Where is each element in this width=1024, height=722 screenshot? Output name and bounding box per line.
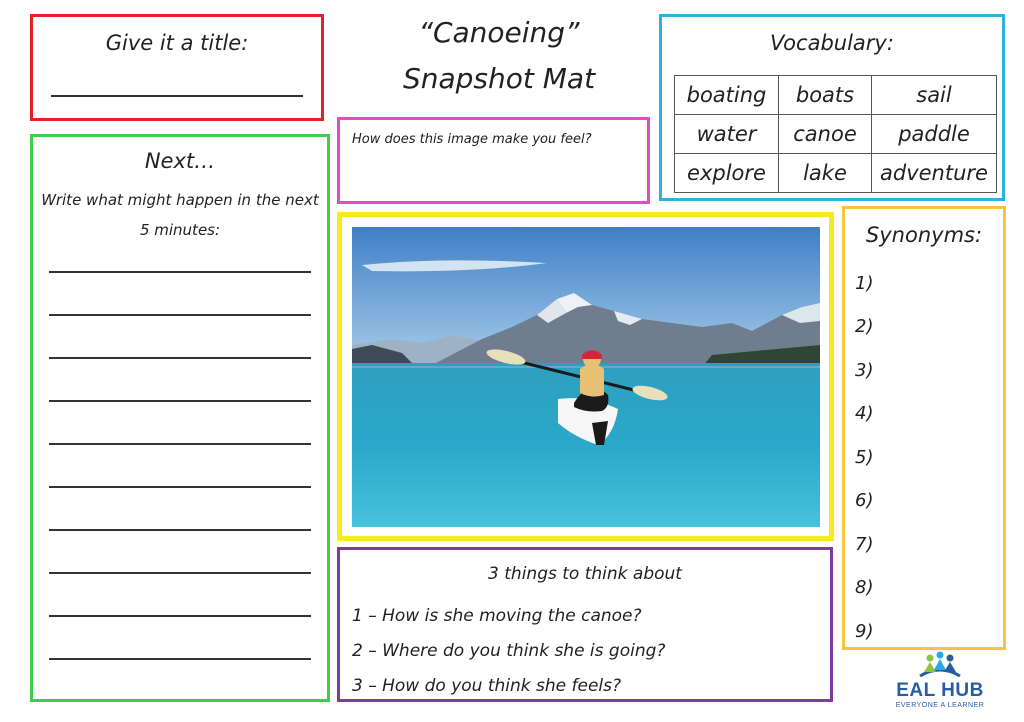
synonym-item-5[interactable]: 5)	[855, 447, 874, 468]
write-line[interactable]	[49, 529, 311, 531]
synonym-item-1[interactable]: 1)	[855, 273, 874, 294]
vocab-word: lake	[779, 154, 872, 193]
vocabulary-label: Vocabulary:	[770, 31, 894, 55]
write-line[interactable]	[49, 572, 311, 574]
vocabulary-box	[659, 14, 1005, 201]
synonym-item-9[interactable]: 9)	[855, 621, 874, 642]
write-line[interactable]	[49, 658, 311, 660]
table-row	[675, 76, 997, 115]
write-line[interactable]	[49, 314, 311, 316]
logo-people-icon	[880, 650, 1000, 680]
synonym-item-4[interactable]: 4)	[855, 403, 874, 424]
next-box	[30, 134, 330, 702]
logo-tagline: EVERYONE A LEARNER	[895, 702, 985, 709]
title-box	[30, 14, 324, 121]
feel-label: How does this image make you feel?	[352, 132, 592, 147]
write-line[interactable]	[49, 400, 311, 402]
next-label: Next…	[144, 149, 216, 173]
write-line[interactable]	[49, 357, 311, 359]
table-row	[675, 115, 997, 154]
write-line[interactable]	[49, 443, 311, 445]
synonym-item-2[interactable]: 2)	[855, 316, 874, 337]
page-heading	[340, 10, 658, 102]
vocab-word: explore	[675, 154, 779, 193]
next-instruction: Write what might happen in the next 5 minutes:	[41, 191, 319, 239]
synonym-item-6[interactable]: 6)	[855, 490, 874, 511]
logo-name: EAL HUB	[896, 680, 984, 701]
synonym-item-3[interactable]: 3)	[855, 360, 874, 381]
synonyms-label: Synonyms:	[865, 223, 983, 247]
vocab-word: sail	[872, 76, 997, 115]
think-label: 3 things to think about	[488, 564, 682, 584]
question-3: 3 – How do you think she feels?	[352, 676, 622, 696]
heading-line-2: Snapshot Mat	[402, 62, 596, 95]
title-write-line[interactable]	[51, 95, 303, 97]
vocabulary-table	[674, 75, 997, 193]
heading-line-1: “Canoeing”	[418, 16, 580, 49]
vocab-word: adventure	[872, 154, 997, 193]
feel-box[interactable]	[337, 117, 650, 204]
vocab-word: canoe	[779, 115, 872, 154]
canoe-photo	[352, 227, 820, 527]
title-label: Give it a title:	[105, 31, 249, 55]
write-line[interactable]	[49, 486, 311, 488]
write-line[interactable]	[49, 615, 311, 617]
synonym-item-8[interactable]: 8)	[855, 577, 874, 598]
question-2: 2 – Where do you think she is going?	[352, 641, 666, 661]
image-box	[337, 212, 834, 541]
vocab-word: paddle	[872, 115, 997, 154]
question-1: 1 – How is she moving the canoe?	[352, 606, 642, 626]
vocab-word: boats	[779, 76, 872, 115]
vocab-word: water	[675, 115, 779, 154]
think-box	[337, 547, 833, 702]
eal-hub-logo	[880, 650, 1000, 714]
vocab-word: boating	[675, 76, 779, 115]
write-line[interactable]	[49, 271, 311, 273]
synonym-item-7[interactable]: 7)	[855, 534, 874, 555]
synonyms-box	[842, 206, 1006, 650]
table-row	[675, 154, 997, 193]
